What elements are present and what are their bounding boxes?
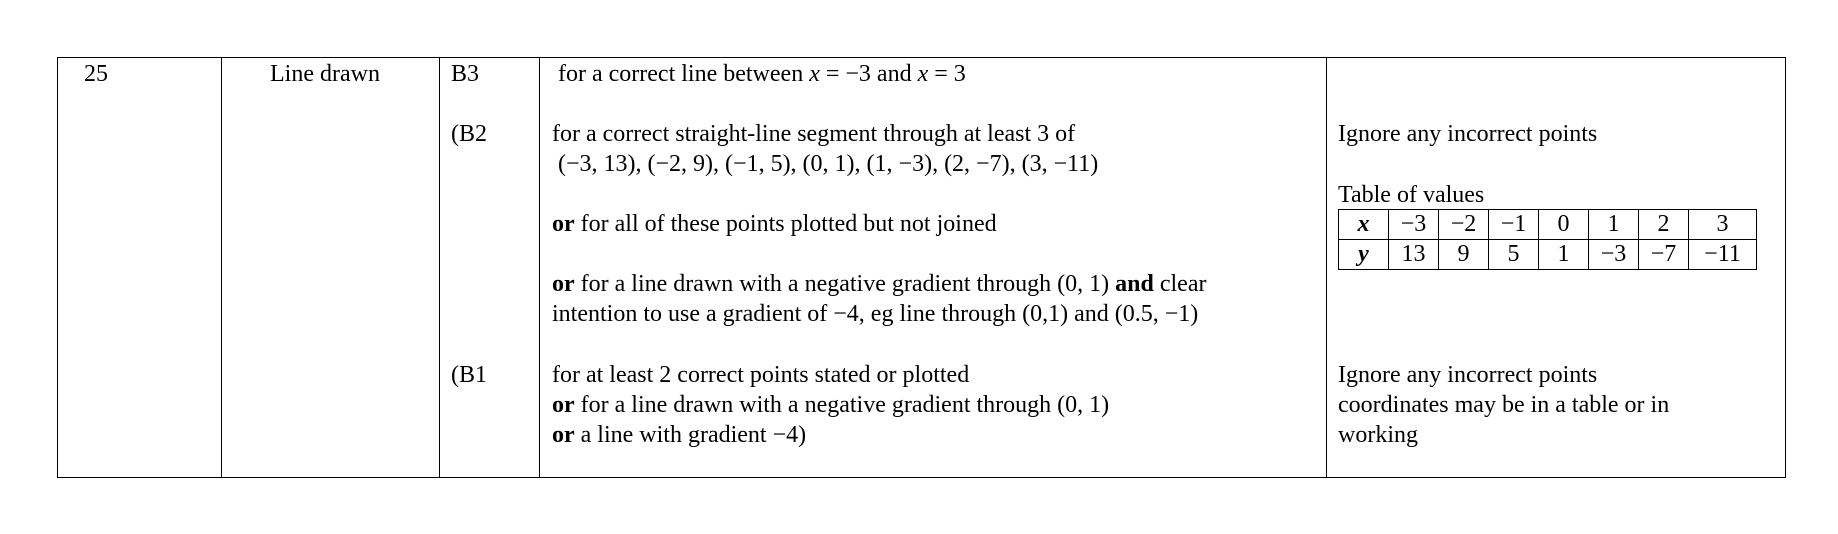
question-number: 25	[84, 61, 108, 87]
note-ignore-incorrect: Ignore any incorrect points	[1338, 121, 1598, 147]
x-value: −1	[1489, 210, 1539, 240]
note-ignore-incorrect-b1: Ignore any incorrect points	[1338, 362, 1598, 388]
x-value: −3	[1389, 210, 1439, 240]
b2-points: (−3, 13), (−2, 9), (−1, 5), (0, 1), (1, −3), (2, −7), (3, −11)	[558, 151, 1099, 177]
table-of-values-title: Table of values	[1338, 182, 1485, 208]
x-header: x	[1339, 210, 1389, 240]
column-divider	[539, 58, 540, 477]
column-divider	[221, 58, 222, 477]
note-coordinates: coordinates may be in a table or in	[1338, 392, 1670, 418]
b1-criterion: for at least 2 correct points stated or plotted	[552, 362, 970, 388]
mark-b2: (B2	[451, 121, 487, 147]
b3-criterion: for a correct line between x = −3 and x = 3	[558, 61, 966, 87]
y-value: 9	[1439, 240, 1489, 270]
x-value: −2	[1439, 210, 1489, 240]
working-label: Line drawn	[270, 61, 380, 87]
b1-alternative-2: or a line with gradient −4)	[552, 422, 807, 448]
y-row	[1339, 240, 1757, 270]
table-of-values	[1338, 209, 1757, 270]
b2-alternative-2: or for a line drawn with a negative gradient through (0, 1) and clear	[552, 271, 1207, 297]
x-value: 2	[1639, 210, 1689, 240]
y-value: −7	[1639, 240, 1689, 270]
y-value: −3	[1589, 240, 1639, 270]
mark-b3: B3	[451, 61, 480, 87]
x-value: 1	[1589, 210, 1639, 240]
column-divider	[439, 58, 440, 477]
mark-b1: (B1	[451, 362, 487, 388]
b2-alternative-1: or for all of these points plotted but not joined	[552, 211, 997, 237]
b2-alternative-2-continued: intention to use a gradient of −4, eg line through (0,1) and (0.5, −1)	[552, 301, 1199, 327]
y-value: 1	[1539, 240, 1589, 270]
y-value: −11	[1689, 240, 1757, 270]
x-row	[1339, 210, 1757, 240]
y-value: 5	[1489, 240, 1539, 270]
x-value: 3	[1689, 210, 1757, 240]
y-value: 13	[1389, 240, 1439, 270]
column-divider	[1326, 58, 1327, 477]
y-header: y	[1339, 240, 1389, 270]
b1-alternative-1: or for a line drawn with a negative gradient through (0, 1)	[552, 392, 1110, 418]
x-value: 0	[1539, 210, 1589, 240]
b2-criterion: for a correct straight-line segment through at least 3 of	[552, 121, 1076, 147]
note-working: working	[1338, 422, 1418, 448]
